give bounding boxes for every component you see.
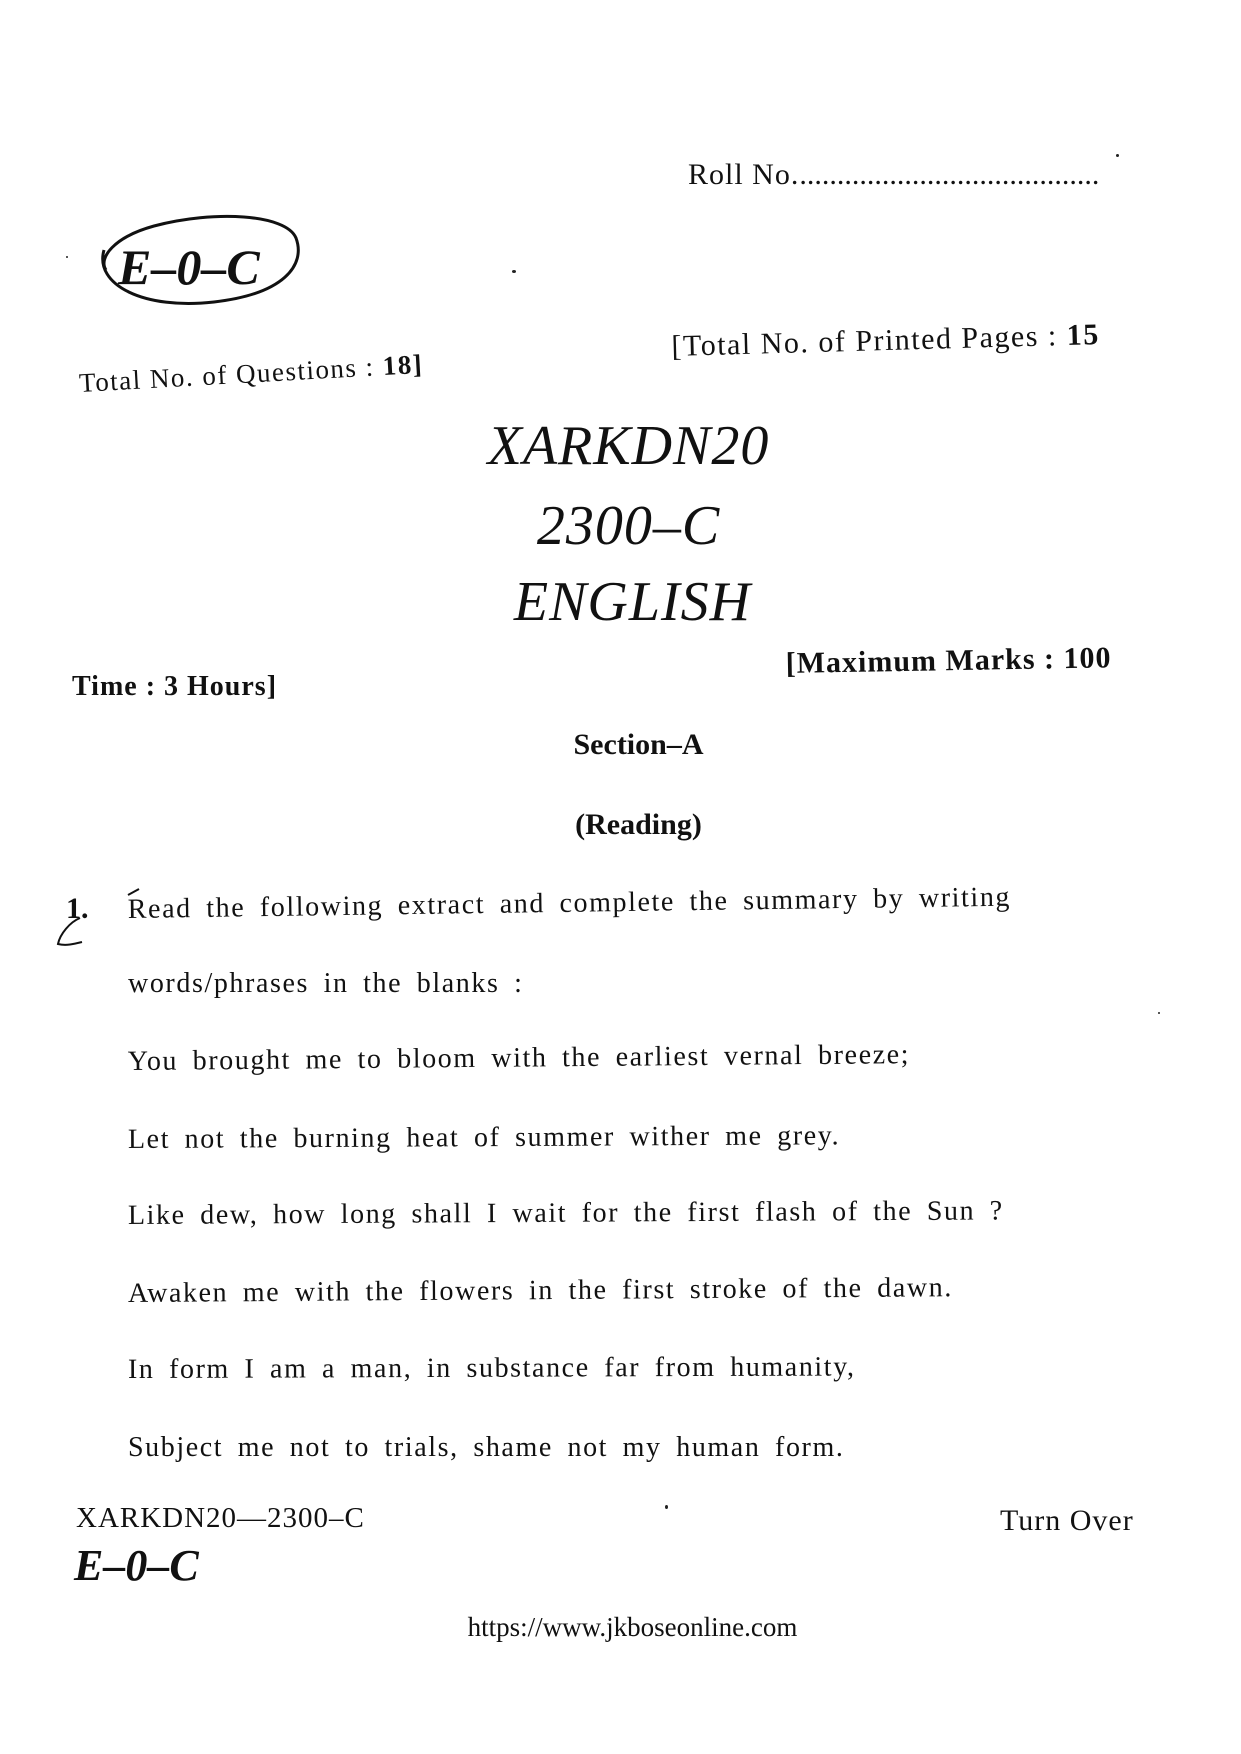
series-code-title: 2300–C (536, 495, 721, 557)
exam-duration: Time : 3 Hours] (72, 671, 278, 702)
footer-stamp-code: E–0–C (74, 1541, 199, 1590)
scan-speck (512, 270, 516, 273)
roll-number-blank: ........................................ (799, 158, 1100, 191)
scan-speck (1158, 1012, 1160, 1014)
question-instruction-line-2: words/phrases in the blanks : (128, 968, 524, 999)
scan-speck (1116, 154, 1119, 157)
section-subheading: (Reading) (575, 808, 702, 841)
footer-paper-code: XARKDN20—2300–C (76, 1502, 365, 1534)
poem-line: Awaken me with the flowers in the first stroke of the dawn. (127, 1272, 953, 1309)
poem-line: Let not the burning heat of summer wither me grey. (127, 1120, 841, 1155)
paper-code-title: XARKDN20 (487, 415, 770, 477)
scan-speck (665, 1505, 668, 1509)
turn-over-note: Turn Over (1000, 1504, 1134, 1537)
total-printed-pages (671, 318, 1100, 364)
source-url: https://www.jkboseonline.com (467, 1612, 798, 1642)
question-instruction-line-1: Read the following extract and complete the summary by writing (127, 881, 1012, 926)
subject-title: ENGLISH (513, 571, 752, 633)
total-questions (78, 349, 424, 399)
roll-number-field (688, 158, 1099, 192)
maximum-marks: [Maximum Marks : 100 (785, 641, 1112, 681)
code-stamp-text: E–0–C (118, 239, 260, 295)
total-questions-label: Total No. of Questions : (78, 351, 376, 399)
total-questions-value: 18] (381, 348, 425, 382)
roll-number-label: Roll No. (688, 158, 800, 191)
poem-line: In form I am a man, in substance far from humanity, (127, 1351, 856, 1385)
poem-line: Like dew, how long shall I wait for the first flash of the Sun ? (127, 1195, 1004, 1231)
question-number: 1. (66, 892, 89, 925)
poem-line: You brought me to bloom with the earliest vernal breeze; (127, 1039, 911, 1077)
total-pages-value: 15 (1066, 318, 1101, 352)
scan-speck (66, 256, 68, 258)
total-pages-label: [Total No. of Printed Pages : (671, 319, 1059, 364)
section-heading: Section–A (573, 728, 704, 761)
handwritten-tick-mark (52, 900, 92, 955)
poem-line: Subject me not to trials, shame not my human form. (128, 1432, 845, 1463)
